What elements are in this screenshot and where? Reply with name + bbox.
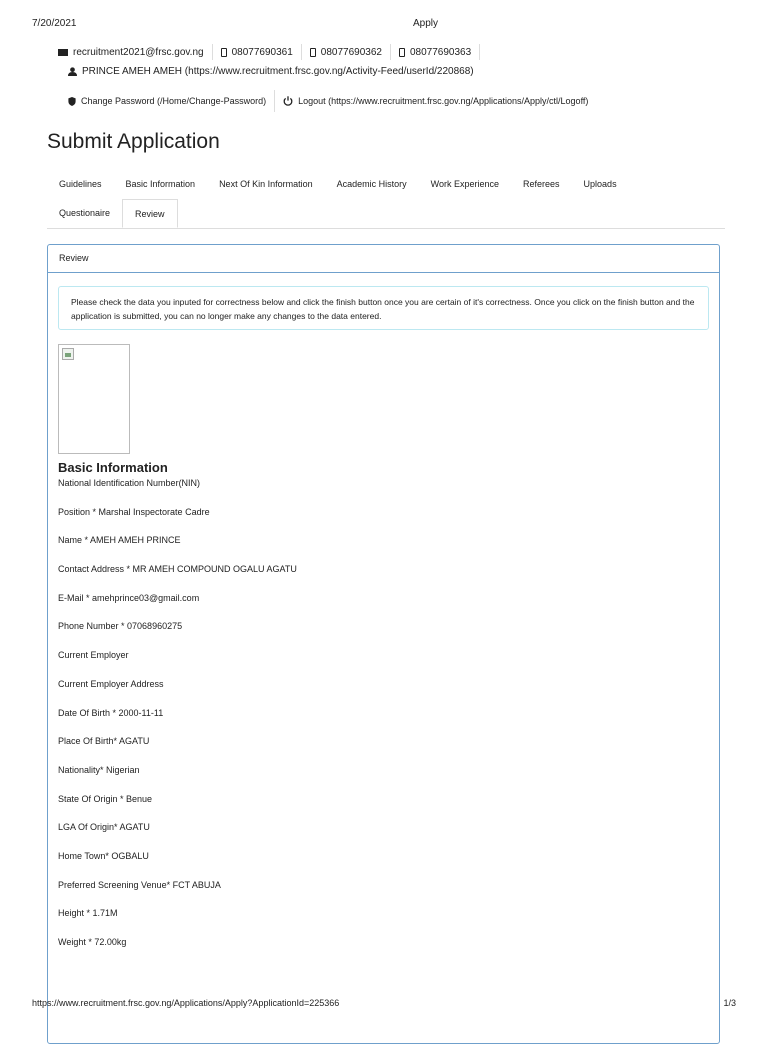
basic-info-field: Place Of Birth* AGATU — [58, 736, 150, 747]
basic-info-field: Height * 1.71M — [58, 908, 118, 919]
tab-work-experience[interactable]: Work Experience — [430, 179, 500, 189]
basic-info-field: Position * Marshal Inspectorate Cadre — [58, 506, 210, 517]
change-password-label: Change Password (/Home/Change-Password) — [81, 96, 267, 106]
application-tabs — [47, 170, 725, 229]
basic-info-field: Preferred Screening Venue* FCT ABUJA — [58, 879, 221, 890]
contact-email-text: recruitment2021@frsc.gov.ng — [73, 46, 204, 58]
contact-phone-1[interactable] — [213, 44, 302, 60]
envelope-icon — [58, 49, 68, 56]
basic-info-field: Nationality* Nigerian — [58, 764, 140, 775]
basic-information-fields — [58, 475, 719, 963]
basic-info-field: Contact Address * MR AMEH COMPOUND OGALU AGATU — [58, 564, 297, 575]
basic-information-heading: Basic Information — [58, 460, 168, 475]
basic-info-field: State Of Origin * Benue — [58, 793, 153, 804]
tab-next-of-kin[interactable]: Next Of Kin Information — [219, 179, 313, 189]
phone-icon — [221, 48, 227, 57]
contact-phone-3[interactable] — [391, 44, 480, 60]
change-password-link[interactable] — [68, 90, 275, 112]
basic-info-field: Date Of Birth * 2000-11-11 — [58, 707, 164, 718]
basic-info-field: Phone Number * 07068960275 — [58, 621, 183, 632]
tab-basic-information[interactable]: Basic Information — [125, 179, 196, 189]
user-profile-link[interactable] — [68, 66, 474, 77]
basic-info-field: E-Mail * amehprince03@gmail.com — [58, 592, 200, 603]
account-bar — [68, 90, 596, 112]
tab-review[interactable]: Review — [122, 199, 178, 228]
tab-uploads[interactable]: Uploads — [583, 179, 617, 189]
print-page-number: 1/3 — [723, 998, 736, 1008]
tab-questionaire[interactable]: Questionaire — [59, 208, 111, 218]
print-url: https://www.recruitment.frsc.gov.ng/Applications/Apply?ApplicationId=225366 — [32, 998, 340, 1008]
panel-heading: Review — [48, 245, 719, 273]
page-title: Submit Application — [47, 130, 220, 153]
tab-academic-history[interactable]: Academic History — [336, 179, 407, 189]
tab-referees[interactable]: Referees — [523, 179, 560, 189]
contact-phone-text: 08077690362 — [320, 46, 382, 58]
basic-info-field: National Identification Number(NIN) — [58, 478, 201, 488]
tab-guidelines[interactable]: Guidelines — [59, 179, 102, 189]
contact-phone-text: 08077690361 — [231, 46, 293, 58]
basic-info-field: Home Town* OGBALU — [58, 850, 149, 861]
contact-email[interactable] — [58, 44, 213, 60]
basic-info-field: Current Employer — [58, 650, 129, 661]
logout-link[interactable] — [275, 90, 596, 112]
review-notice: Please check the data you inputed for correctness below and click the finish button once you are certain of it's correctness. Once you click on the finish button and the application is submitted, you can no longer make any changes to the data entered. — [58, 286, 709, 330]
print-title: Apply — [413, 18, 439, 29]
broken-image-icon — [62, 348, 74, 360]
user-name-link: PRINCE AMEH AMEH (https://www.recruitment.frsc.gov.ng/Activity-Feed/userId/220868) — [82, 66, 474, 77]
phone-icon — [399, 48, 405, 57]
phone-icon — [310, 48, 316, 57]
contact-phone-2[interactable] — [302, 44, 391, 60]
basic-info-field: Weight * 72.00kg — [58, 937, 127, 947]
tab-row-2 — [47, 199, 725, 229]
basic-info-field: Current Employer Address — [58, 678, 164, 689]
shield-icon — [68, 97, 76, 106]
power-icon — [283, 96, 293, 106]
review-panel — [47, 244, 720, 1044]
applicant-photo — [58, 344, 130, 454]
logout-label: Logout (https://www.recruitment.frsc.gov.ng/Applications/Apply/ctl/Logoff) — [298, 96, 589, 106]
basic-info-field: Name * AMEH AMEH PRINCE — [58, 535, 181, 546]
basic-info-field: LGA Of Origin* AGATU — [58, 822, 150, 833]
tab-row-1 — [47, 170, 725, 199]
contact-phone-text: 08077690363 — [409, 46, 472, 58]
print-date: 7/20/2021 — [32, 18, 77, 29]
user-icon — [68, 67, 77, 76]
contact-bar — [58, 44, 480, 60]
